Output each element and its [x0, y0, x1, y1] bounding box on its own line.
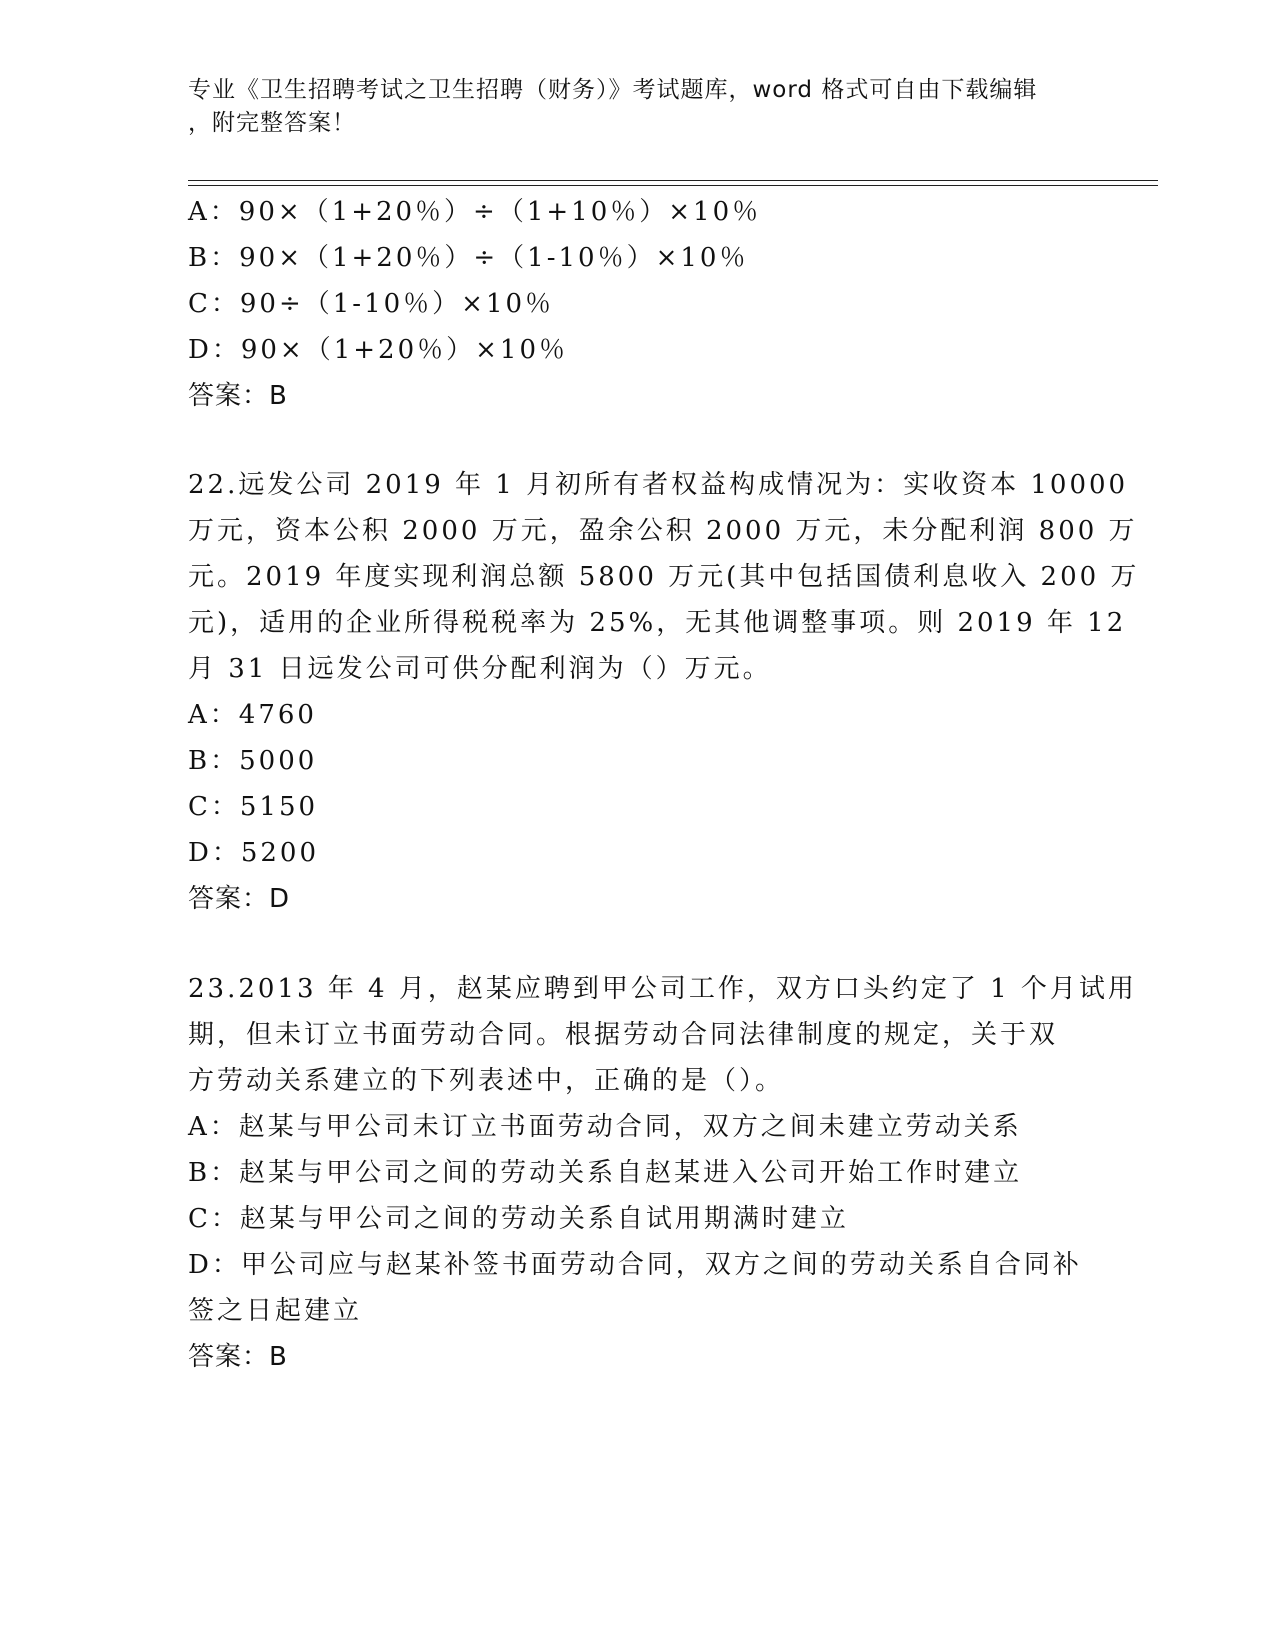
option-d: D：甲公司应与赵某补签书面劳动合同，双方之间的劳动关系自合同补 — [188, 1250, 1082, 1280]
option-d-continuation: 签之日起建立 — [188, 1296, 363, 1326]
question-text-line: 元。2019 年度实现利润总额 5800 万元(其中包括国债利息收入 200 万 — [188, 562, 1140, 592]
header-rule-bottom — [188, 185, 1158, 186]
question-text-line: 月 31 日远发公司可供分配利润为（）万元。 — [188, 654, 772, 684]
question-text-line: 22.远发公司 2019 年 1 月初所有者权益构成情况为：实收资本 10000 — [188, 470, 1129, 500]
document-header — [188, 74, 1088, 140]
option-b: B：5000 — [188, 746, 318, 776]
question-text-line: 元)，适用的企业所得税税率为 25%，无其他调整事项。则 2019 年 12 — [188, 608, 1127, 638]
option-a: A：赵某与甲公司未订立书面劳动合同，双方之间未建立劳动关系 — [188, 1112, 1022, 1142]
option-b: B：90×（1+20％）÷（1-10％）×10％ — [188, 243, 749, 273]
option-b: B：赵某与甲公司之间的劳动关系自赵某进入公司开始工作时建立 — [188, 1158, 1023, 1188]
question-21 — [188, 189, 1088, 419]
option-c: C：90÷（1-10％）×10％ — [188, 289, 555, 319]
option-c: C：赵某与甲公司之间的劳动关系自试用期满时建立 — [188, 1204, 849, 1234]
question-text-line: 期，但未订立书面劳动合同。根据劳动合同法律制度的规定，关于双 — [188, 1020, 1059, 1050]
header-line-2: ，附完整答案！ — [188, 110, 356, 136]
answer: 答案：B — [188, 1342, 288, 1372]
answer: 答案：B — [188, 381, 288, 411]
answer: 答案：D — [188, 884, 291, 914]
question-23 — [188, 966, 1137, 1380]
option-d: D：90×（1+20％）×10％ — [188, 335, 568, 365]
option-c: C：5150 — [188, 792, 319, 822]
question-text-line: 方劳动关系建立的下列表述中，正确的是（）。 — [188, 1066, 785, 1096]
option-a: A：4760 — [188, 700, 317, 730]
header-line-1: 专业《卫生招聘考试之卫生招聘（财务）》考试题库，word 格式可自由下载编辑 — [188, 77, 1038, 103]
question-text-line: 万元，资本公积 2000 万元，盈余公积 2000 万元，未分配利润 800 万 — [188, 516, 1138, 546]
option-d: D：5200 — [188, 838, 320, 868]
question-22 — [188, 462, 1140, 922]
option-a: A：90×（1+20％）÷（1+10％）×10％ — [188, 197, 762, 227]
header-rule-top — [188, 180, 1158, 181]
question-text-line: 23.2013 年 4 月，赵某应聘到甲公司工作，双方口头约定了 1 个月试用 — [188, 974, 1137, 1004]
